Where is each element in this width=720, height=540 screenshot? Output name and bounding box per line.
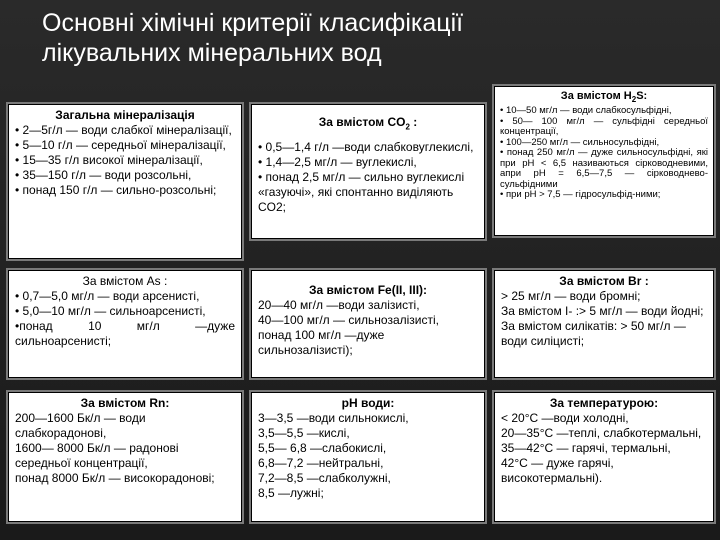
title-line-2: лікувальних мінеральних вод — [42, 39, 382, 67]
box-line: 3—3,5 —води сильнокислі, — [258, 411, 409, 425]
box-line: понад 8000 Бк/л — високорадонові; — [15, 471, 215, 485]
box-arsenic — [8, 270, 242, 378]
box-ph — [251, 392, 485, 522]
box-co2 — [251, 104, 485, 239]
box-line: 1600— 8000 Бк/л — радонові середньої концентрації, — [15, 441, 179, 470]
box-heading: За вмістом Rn: — [80, 396, 170, 410]
box-radon — [8, 392, 242, 522]
box-bromine — [494, 270, 714, 378]
box-line: • 35—150 г/л — води розсольні, — [15, 168, 192, 182]
box-line: > 25 мг/л — води бромні; — [501, 289, 641, 303]
box-line: 200—1600 Бк/л — води слабкорадонові, — [15, 411, 146, 440]
box-line: понад 100 мг/л —дуже сильнозалізисті); — [258, 328, 385, 357]
box-line: • понад 2,5 мг/л — сильно вуглекислі «газуючі», які спонтанно виділяють CO2; — [258, 170, 465, 215]
box-line: • 5—10 г/л — середньої мінералізації, — [15, 138, 226, 152]
box-line: • 0,7—5,0 мг/л — води арсенисті, — [15, 289, 200, 303]
box-line: 7,2—8,5 —слабколужні, — [258, 471, 391, 485]
box-line: • 5,0—10 мг/л — сильноарсенисті, — [15, 304, 206, 318]
box-line: • 100—250 мг/л — сильносульфідні, — [500, 136, 660, 148]
box-heading: За вмістом $H_2S$: — [560, 90, 648, 105]
box-line: • 15—35 г/л високої мінералізації, — [15, 153, 203, 167]
box-h2s — [494, 86, 714, 236]
box-line: 8,5 —лужні; — [258, 486, 324, 500]
box-line: 42°С — дуже гарячі, високотермальні). — [501, 456, 614, 485]
box-heading: рН води: — [341, 396, 395, 410]
box-line: 6,8—7,2 —нейтральні, — [258, 456, 384, 470]
box-line: 20—35°С —теплі, слабкотермальні, — [501, 426, 702, 440]
box-temperature — [494, 392, 714, 522]
box-line: • понад 150 г/л — сильно-розсольні; — [15, 183, 217, 197]
box-line: • 1,4—2,5 мг/л — вуглекислі, — [258, 155, 417, 170]
box-line: • при рН > 7,5 — гідросульфід-ними; — [500, 189, 661, 201]
box-line: 3,5—5,5 —кислі, — [258, 426, 350, 440]
title-line-1: Основні хімічні критерії класифікації — [42, 9, 464, 37]
box-line: 20—40 мг/л —води залізисті, — [258, 298, 420, 312]
box-line: За вмістом І- :> 5 мг/л — води йодні; — [501, 304, 704, 318]
box-heading: За вмістом Fe(II, III): — [308, 283, 428, 297]
box-line: За вмістом силікатів: > 50 мг/л — води силіцисті; — [501, 319, 686, 348]
box-line: • 0,5—1,4 г/л —води слабковуглекислі, — [258, 140, 474, 155]
slide-title — [42, 8, 682, 68]
box-heading: За температурою: — [549, 396, 659, 410]
box-heading: За вмістом Br : — [559, 274, 649, 288]
box-line: • 10—50 мг/л — води слабкосульфідні, — [500, 105, 672, 117]
box-line: • понад 250 мг/л — дуже сильносульфідні, які при рН < 6,5 називаються сірководневими, апри рН = 6,5—7,5 — сірководнево-сульфідними — [500, 147, 708, 190]
box-line: • 2—5г/л — води слабкої мінералізації, — [15, 123, 232, 137]
box-heading: За вмістом As : — [82, 274, 168, 288]
box-heading: Загальна мінералізація — [55, 108, 195, 122]
box-heading: За вмістом $CO_2$ : — [318, 115, 418, 132]
box-total-mineralization — [8, 104, 242, 259]
box-line: 5,5— 6,8 —слабокислі, — [258, 441, 387, 455]
box-line: < 20°С —води холодні, — [501, 411, 629, 425]
box-line: 35—42°С — гарячі, термальні, — [501, 441, 671, 455]
box-line: •понад 10 мг/л —дуже сильноарсенисті; — [15, 319, 235, 348]
box-line: • 50— 100 мг/л — сульфідні середньої концентрації, — [500, 115, 708, 138]
box-iron — [251, 270, 485, 378]
box-line: 40—100 мг/л — сильнозалізисті, — [258, 313, 440, 327]
